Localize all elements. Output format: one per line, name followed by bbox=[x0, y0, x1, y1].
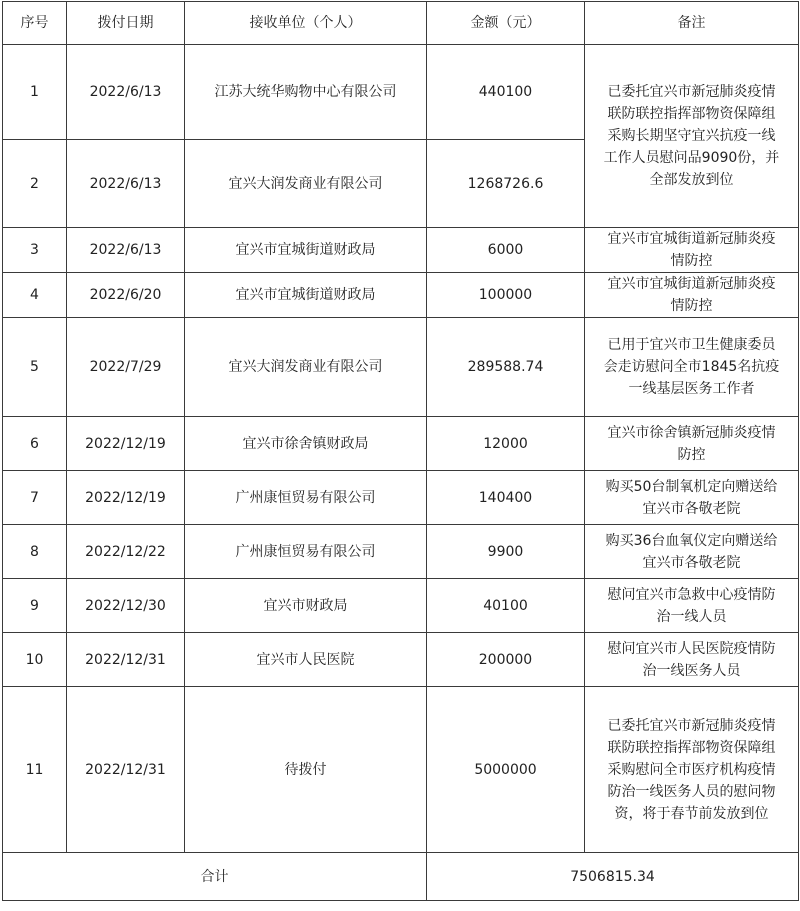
cell-note bbox=[585, 45, 799, 228]
cell-date: 2022/12/31 bbox=[67, 687, 185, 853]
cell-index: 6 bbox=[3, 417, 67, 471]
cell-note bbox=[585, 687, 799, 853]
cell-date: 2022/12/22 bbox=[67, 525, 185, 579]
note-line: 宜兴市宜城街道新冠肺炎疫 bbox=[607, 231, 776, 247]
note-line: 慰问宜兴市人民医院疫情防 bbox=[607, 640, 776, 657]
table-row bbox=[3, 471, 799, 525]
cell-index: 1 bbox=[3, 45, 67, 140]
note-line: 慰问宜兴市急救中心疫情防 bbox=[607, 586, 776, 603]
table-row bbox=[3, 228, 799, 273]
note-line: 全部发放到位 bbox=[649, 172, 734, 188]
cell-note bbox=[585, 417, 799, 471]
cell-date: 2022/6/20 bbox=[67, 273, 185, 318]
table-row bbox=[3, 579, 799, 633]
note-line: 联防联控指挥部物资保障组 bbox=[607, 739, 776, 756]
header-date: 拨付日期 bbox=[67, 2, 185, 45]
cell-amount: 1268726.6 bbox=[427, 140, 585, 228]
total-label: 合计 bbox=[3, 853, 427, 901]
header-recipient: 接收单位（个人） bbox=[185, 2, 427, 45]
note-line: 宜兴市宜城街道新冠肺炎疫 bbox=[607, 276, 776, 292]
note-line: 情防控 bbox=[670, 298, 713, 314]
cell-amount: 440100 bbox=[427, 45, 585, 140]
note-line: 会走访慰问全市1845名抗疫 bbox=[603, 359, 780, 375]
cell-date: 2022/12/31 bbox=[67, 633, 185, 687]
note-line: 宜兴市各敬老院 bbox=[642, 500, 741, 517]
cell-date: 2022/12/30 bbox=[67, 579, 185, 633]
note-line: 工作人员慰问品9090份，并 bbox=[603, 150, 780, 166]
note-line: 宜兴市徐舍镇新冠肺炎疫情 bbox=[607, 424, 776, 441]
cell-recipient: 宜兴市人民医院 bbox=[185, 633, 427, 687]
total-row bbox=[3, 853, 799, 901]
cell-index: 11 bbox=[3, 687, 67, 853]
cell-note bbox=[585, 318, 799, 417]
note-line: 购买50台制氧机定向赠送给 bbox=[605, 478, 778, 495]
header-amount: 金额（元） bbox=[427, 2, 585, 45]
note-line: 防治一线医务人员的慰问物 bbox=[607, 783, 776, 800]
cell-index: 5 bbox=[3, 318, 67, 417]
cell-index: 3 bbox=[3, 228, 67, 273]
note-line: 一线基层医务工作者 bbox=[628, 381, 755, 397]
disbursement-table bbox=[2, 1, 799, 901]
cell-recipient: 宜兴大润发商业有限公司 bbox=[185, 318, 427, 417]
table-row bbox=[3, 45, 799, 140]
table-row bbox=[3, 417, 799, 471]
cell-amount: 200000 bbox=[427, 633, 585, 687]
note-line: 宜兴市各敬老院 bbox=[642, 554, 741, 571]
cell-note bbox=[585, 228, 799, 273]
cell-note bbox=[585, 273, 799, 318]
note-line: 防控 bbox=[677, 446, 706, 463]
cell-amount: 289588.74 bbox=[427, 318, 585, 417]
cell-note bbox=[585, 579, 799, 633]
cell-amount: 5000000 bbox=[427, 687, 585, 853]
cell-date: 2022/6/13 bbox=[67, 45, 185, 140]
cell-recipient: 宜兴大润发商业有限公司 bbox=[185, 140, 427, 228]
cell-recipient: 广州康恒贸易有限公司 bbox=[185, 471, 427, 525]
header-note: 备注 bbox=[585, 2, 799, 45]
cell-note bbox=[585, 525, 799, 579]
cell-note bbox=[585, 471, 799, 525]
note-line: 采购长期坚守宜兴抗疫一线 bbox=[607, 128, 776, 144]
cell-index: 8 bbox=[3, 525, 67, 579]
cell-amount: 100000 bbox=[427, 273, 585, 318]
table-row bbox=[3, 687, 799, 853]
note-line: 已用于宜兴市卫生健康委员 bbox=[607, 337, 776, 353]
cell-note bbox=[585, 633, 799, 687]
cell-index: 7 bbox=[3, 471, 67, 525]
note-line: 购买36台血氧仪定向赠送给 bbox=[605, 532, 778, 549]
cell-amount: 12000 bbox=[427, 417, 585, 471]
cell-amount: 6000 bbox=[427, 228, 585, 273]
table-row bbox=[3, 633, 799, 687]
cell-recipient: 待拨付 bbox=[185, 687, 427, 853]
cell-recipient: 宜兴市徐舍镇财政局 bbox=[185, 417, 427, 471]
cell-amount: 40100 bbox=[427, 579, 585, 633]
cell-index: 4 bbox=[3, 273, 67, 318]
cell-recipient: 广州康恒贸易有限公司 bbox=[185, 525, 427, 579]
cell-date: 2022/6/13 bbox=[67, 140, 185, 228]
note-line: 采购慰问全市医疗机构疫情 bbox=[607, 761, 776, 778]
note-line: 治一线人员 bbox=[656, 608, 727, 625]
note-line: 情防控 bbox=[670, 253, 713, 269]
note-line: 治一线医务人员 bbox=[642, 662, 741, 679]
cell-recipient: 宜兴市财政局 bbox=[185, 579, 427, 633]
note-line: 联防联控指挥部物资保障组 bbox=[607, 106, 776, 122]
note-line: 已委托宜兴市新冠肺炎疫情 bbox=[607, 84, 776, 100]
cell-index: 2 bbox=[3, 140, 67, 228]
cell-amount: 9900 bbox=[427, 525, 585, 579]
cell-index: 10 bbox=[3, 633, 67, 687]
note-line: 已委托宜兴市新冠肺炎疫情 bbox=[607, 717, 776, 734]
note-line: 资，将于春节前发放到位 bbox=[614, 805, 769, 822]
header-row bbox=[3, 2, 799, 45]
cell-recipient: 宜兴市宜城街道财政局 bbox=[185, 273, 427, 318]
table-row bbox=[3, 318, 799, 417]
cell-recipient: 江苏大统华购物中心有限公司 bbox=[185, 45, 427, 140]
cell-date: 2022/7/29 bbox=[67, 318, 185, 417]
cell-amount: 140400 bbox=[427, 471, 585, 525]
cell-date: 2022/6/13 bbox=[67, 228, 185, 273]
total-value: 7506815.34 bbox=[427, 853, 799, 901]
cell-date: 2022/12/19 bbox=[67, 471, 185, 525]
cell-recipient: 宜兴市宜城街道财政局 bbox=[185, 228, 427, 273]
header-index: 序号 bbox=[3, 2, 67, 45]
table-row bbox=[3, 525, 799, 579]
cell-date: 2022/12/19 bbox=[67, 417, 185, 471]
table-row bbox=[3, 273, 799, 318]
cell-index: 9 bbox=[3, 579, 67, 633]
